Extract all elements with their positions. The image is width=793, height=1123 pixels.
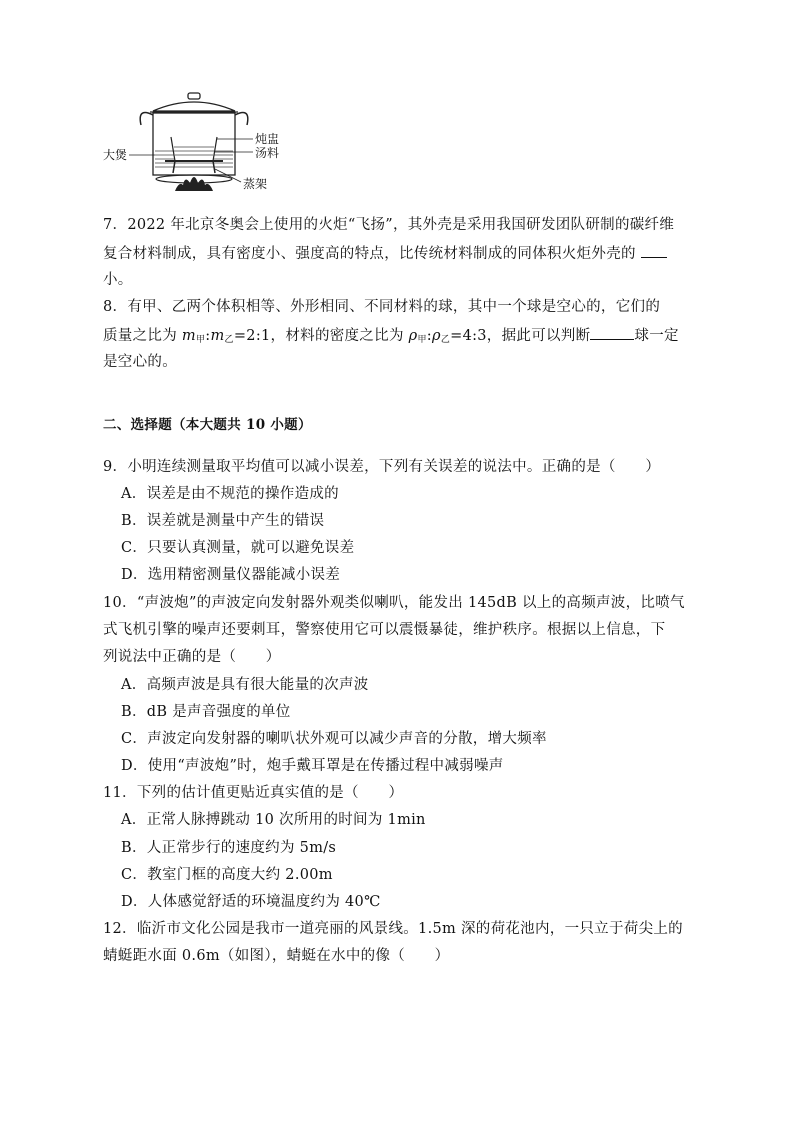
q8-line-2-end: 球一定 xyxy=(634,328,679,344)
q8-colon-2: : xyxy=(426,328,432,344)
q10-option-b[interactable]: B．dB 是声音强度的单位 xyxy=(121,704,291,720)
q9-option-a[interactable]: A．误差是由不规范的操作造成的 xyxy=(121,486,339,502)
q10-line-2: 式飞机引擎的噪声还要刺耳，警察使用它可以震慑暴徒，维护秩序。根据以上信息，下 xyxy=(103,622,666,638)
q8-density-symbol-2: ρ xyxy=(431,328,441,344)
q10-option-c[interactable]: C．声波定向发射器的喇叭状外观可以减少声音的分散，增大频率 xyxy=(121,731,547,747)
q8-density-symbol: ρ xyxy=(408,328,418,344)
q9-option-c[interactable]: C．只要认真测量，就可以避免误差 xyxy=(121,540,355,556)
q12-line-1: 12．临沂市文化公园是我市一道亮丽的风景线。1.5m 深的荷花池内，一只立于荷尖上的 xyxy=(103,921,683,937)
q8-sub-yi-2: 乙 xyxy=(440,335,451,345)
label-steam-rack: 蒸架 xyxy=(243,177,268,191)
q11-stem: 11．下列的估计值更贴近真实值的是（ ） xyxy=(103,785,404,801)
q8-line-1: 8．有甲、乙两个体积相等、外形相同、不同材料的球，其中一个球是空心的，它们的 xyxy=(103,299,661,315)
label-soup: 汤料 xyxy=(255,146,280,160)
q11-option-b[interactable]: B．人正常步行的速度约为 5m/s xyxy=(121,840,337,856)
q7-line-2 xyxy=(103,243,667,264)
q9-stem: 9．小明连续测量取平均值可以减小误差，下列有关误差的说法中。正确的是（ ） xyxy=(103,459,661,475)
q8-density-ratio: =4:3，据此可以判断 xyxy=(450,328,591,344)
q11-option-d[interactable]: D．人体感觉舒适的环境温度约为 40℃ xyxy=(121,894,381,910)
q11-option-c[interactable]: C．教室门框的高度大约 2.00m xyxy=(121,867,333,883)
steam-pot-figure xyxy=(95,85,295,195)
figure-leader-lines xyxy=(95,85,295,195)
q8-line-2 xyxy=(103,325,679,350)
q8-sub-jia: 甲 xyxy=(195,335,206,345)
q8-colon: : xyxy=(205,328,211,344)
q10-option-a[interactable]: A．高频声波是具有很大能量的次声波 xyxy=(121,677,369,693)
q12-line-2: 蜻蜓距水面 0.6m（如图），蜻蜓在水中的像（ ） xyxy=(103,948,450,964)
q10-line-3: 列说法中正确的是（ ） xyxy=(103,649,281,665)
q11-option-a[interactable]: A．正常人脉搏跳动 10 次所用的时间为 1min xyxy=(121,812,426,828)
q8-sub-yi: 乙 xyxy=(224,335,234,345)
label-stew-cup: 炖盅 xyxy=(255,132,280,146)
label-big-pot: 大煲 xyxy=(103,148,128,162)
q8-mass-symbol-2: m xyxy=(210,328,225,344)
q8-mass-ratio-intro: 质量之比为 xyxy=(103,328,182,344)
q8-line-3: 是空心的。 xyxy=(103,354,177,370)
q8-sub-jia-2: 甲 xyxy=(417,335,427,345)
q9-option-d[interactable]: D．选用精密测量仪器能减小误差 xyxy=(121,567,341,583)
q10-line-1: 10．“声波炮”的声波定向发射器外观类似喇叭，能发出 145dB 以上的高频声波，比喷气 xyxy=(103,595,685,611)
q8-answer-blank[interactable] xyxy=(590,325,634,340)
q7-line-3: 小。 xyxy=(103,272,133,288)
q8-mass-symbol: m xyxy=(181,328,196,344)
q7-answer-blank[interactable] xyxy=(641,243,667,258)
q7-line-1: 7．2022 年北京冬奥会上使用的火炬“飞扬”，其外壳是采用我国研发团队研制的碳纤维 xyxy=(103,217,675,233)
q7-line-2-text: 复合材料制成，具有密度小、强度高的特点，比传统材料制成的同体积火炬外壳的 xyxy=(103,246,636,262)
q9-option-b[interactable]: B．误差就是测量中产生的错误 xyxy=(121,513,325,529)
q10-option-d[interactable]: D．使用“声波炮”时，炮手戴耳罩是在传播过程中减弱噪声 xyxy=(121,758,504,774)
q8-mass-ratio: =2:1，材料的密度之比为 xyxy=(233,328,409,344)
section-2-title: 二、选择题（本大题共 10 小题） xyxy=(103,417,312,433)
